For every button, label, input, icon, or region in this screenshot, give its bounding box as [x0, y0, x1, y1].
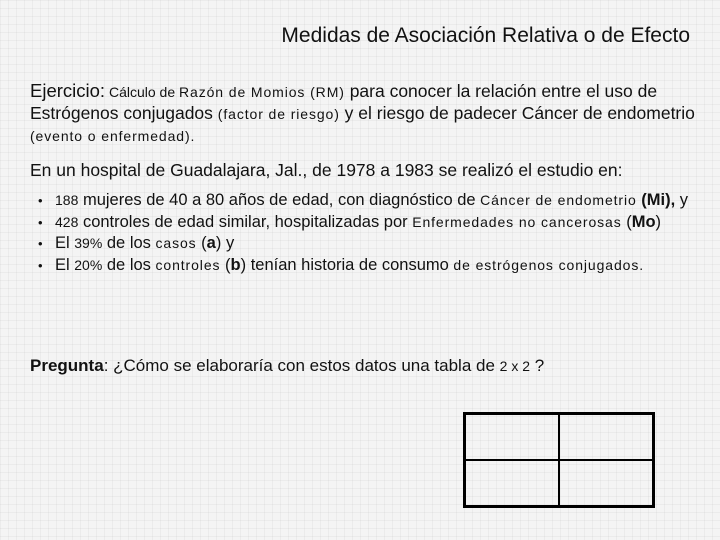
findings-list	[38, 190, 708, 276]
question-size: 2 x 2	[499, 358, 531, 374]
question-label: Pregunta	[30, 356, 104, 375]
finding-4-g: ) tenían historia de consumo	[240, 255, 454, 274]
finding-4-c: de los	[102, 255, 156, 274]
question-end: ?	[530, 356, 545, 375]
finding-2-f: )	[655, 212, 662, 231]
finding-2-b: controles de edad similar, hospitalizadas por	[78, 212, 413, 231]
finding-2-a: 428	[55, 213, 79, 230]
finding-3-c: de los	[102, 234, 156, 252]
finding-3-a: El	[55, 234, 75, 252]
finding-2-e: Mo	[631, 212, 656, 231]
finding-1-b: mujeres de 40 a 80 años de edad, con diagnóstico de	[78, 191, 481, 209]
list-item	[38, 233, 708, 255]
finding-1-e: (Mi),	[641, 191, 676, 209]
finding-1-f: y	[675, 191, 689, 209]
finding-3-f: a	[206, 234, 216, 252]
finding-2-d: (	[621, 212, 632, 231]
table-cell-bottom-left	[465, 460, 559, 506]
bullet: •	[38, 236, 43, 251]
finding-4-h: de estrógenos conjugados.	[453, 256, 645, 273]
finding-3-b: 39%	[74, 235, 103, 251]
finding-3-d: casos	[155, 235, 197, 251]
bullet: •	[38, 257, 43, 273]
finding-1-a: 188	[55, 192, 79, 208]
exercise-text-6: (evento o enfermedad).	[30, 128, 196, 144]
finding-3-e: (	[196, 234, 207, 252]
exercise-label: Ejercicio:	[30, 80, 106, 101]
bullet: •	[38, 214, 43, 230]
finding-4-b: 20%	[74, 256, 103, 273]
bullet: •	[38, 193, 43, 208]
exercise-text-3: para conocer la relación entre el uso de Estrógenos conjugados	[30, 81, 658, 123]
exercise-text-5: y el riesgo de padecer Cáncer de endometrio	[339, 103, 695, 123]
finding-3-g: ) y	[215, 234, 235, 252]
exercise-text-1: Cálculo de	[105, 84, 179, 100]
list-item	[38, 255, 708, 277]
list-item	[38, 190, 708, 212]
hospital-paragraph: En un hospital de Guadalajara, Jal., de 1978 a 1983 se realizó el estudio en:	[30, 160, 623, 180]
finding-4-e: (	[220, 255, 231, 274]
table-cell-top-left	[465, 414, 559, 460]
list-item	[38, 212, 708, 234]
question-paragraph	[30, 356, 700, 376]
finding-4-a: El	[55, 255, 75, 274]
exercise-text-4: (factor de riesgo)	[217, 106, 340, 122]
exercise-text-2: Razón de Momios (RM)	[179, 84, 345, 100]
slide-title: Medidas de Asociación Relativa o de Efecto	[281, 24, 690, 47]
exercise-paragraph	[30, 80, 700, 147]
finding-4-d: controles	[155, 256, 221, 273]
finding-2-c: Enfermedades no cancerosas	[412, 213, 622, 230]
table-cell-top-right	[559, 414, 653, 460]
question-text: : ¿Cómo se elaboraría con estos datos una tabla de	[103, 356, 500, 375]
finding-1-c: Cáncer de endometrio	[480, 192, 637, 208]
contingency-table-2x2	[463, 412, 655, 508]
table-cell-bottom-right	[559, 460, 653, 506]
finding-4-f: b	[230, 255, 241, 274]
